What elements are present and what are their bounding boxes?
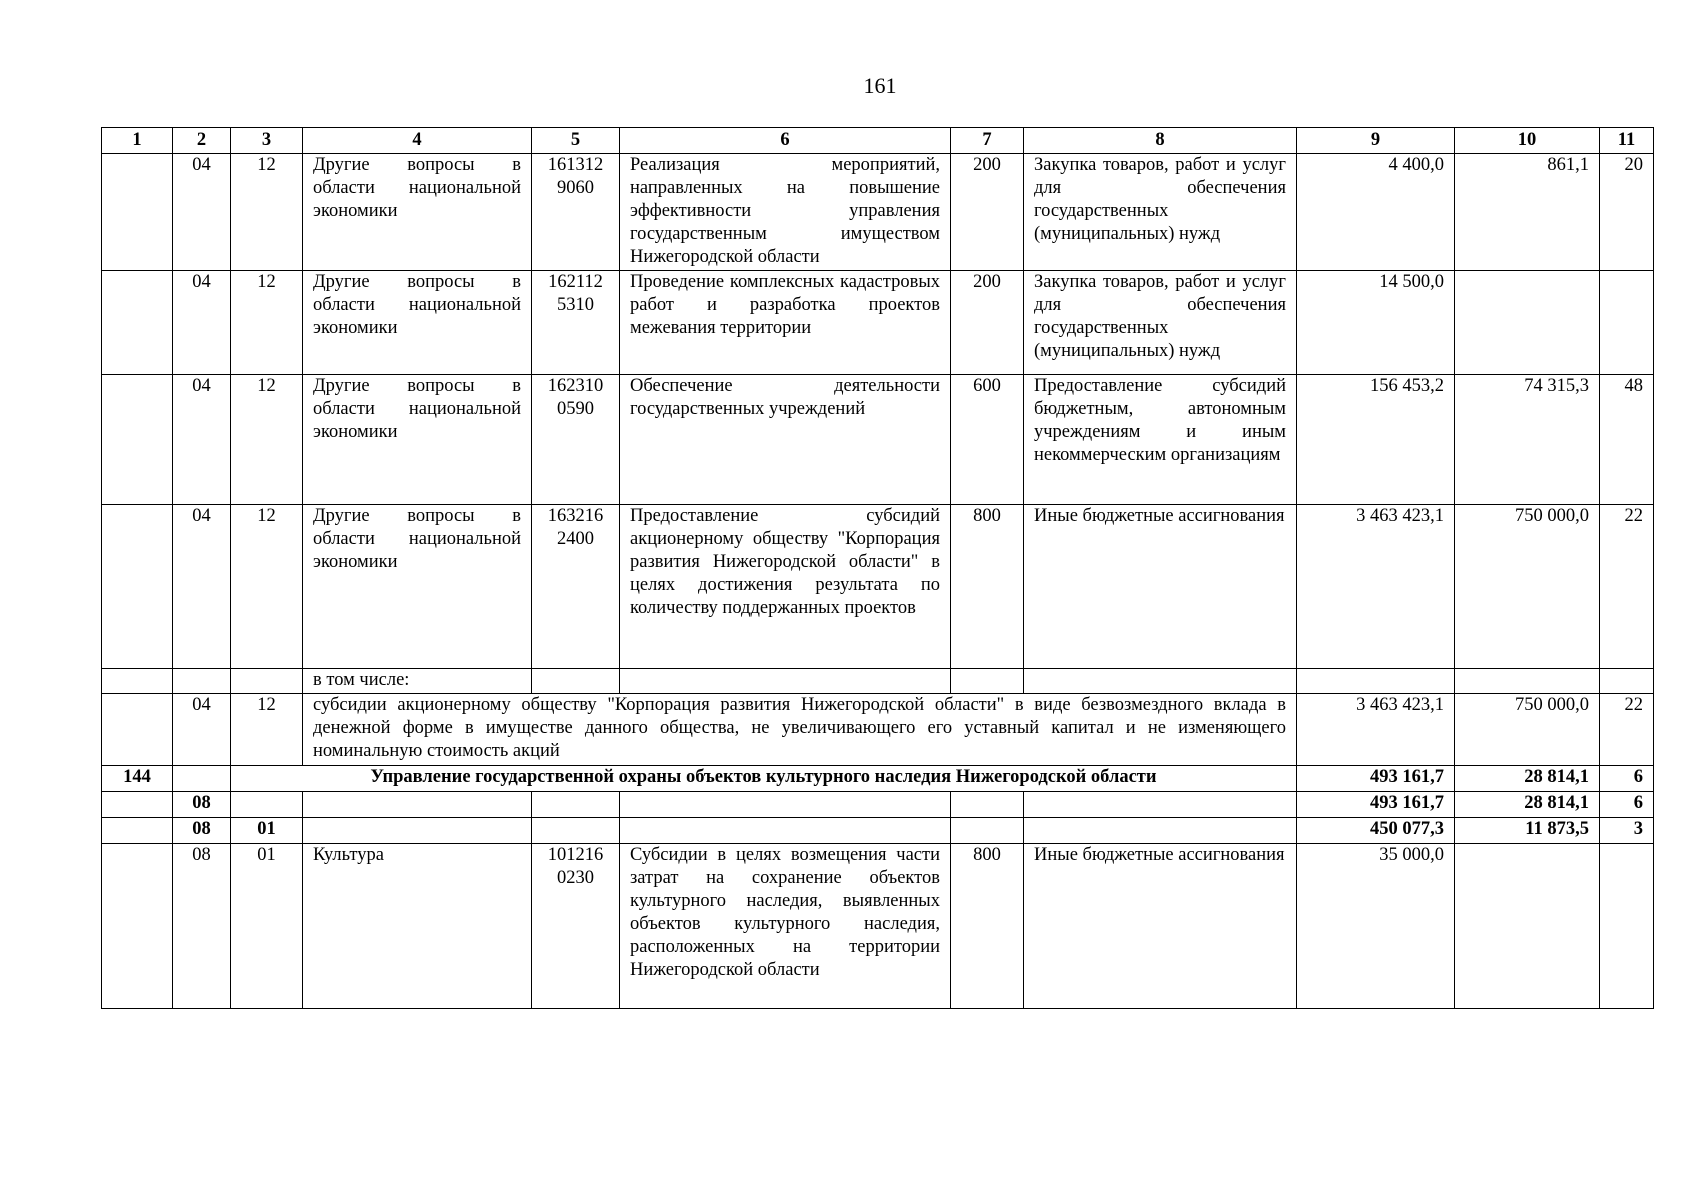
subsidy-row [102, 694, 1654, 766]
col-header-8: 8 [1024, 128, 1297, 154]
target-code-part2: 5310 [557, 295, 594, 315]
cell-expense-type: 800 [951, 844, 1024, 1009]
cell-actual: 861,1 [1455, 154, 1600, 271]
cell-section: 08 [173, 792, 231, 818]
department-row [102, 766, 1654, 792]
cell-target-name: Проведение комплексных кадастровых работ и разработка проектов межевания территории [620, 271, 951, 375]
cell-percent: 6 [1600, 766, 1654, 792]
cell-expense-name: Предоставление субсидий бюджетным, автономным учреждениям и иным некоммерческим организациям [1024, 375, 1297, 505]
cell-subsection: 12 [231, 505, 303, 669]
including-label: в том числе: [303, 669, 532, 694]
cell-actual: 28 814,1 [1455, 792, 1600, 818]
cell-plan: 14 500,0 [1297, 271, 1455, 375]
cell-plan: 493 161,7 [1297, 792, 1455, 818]
cell-section: 04 [173, 154, 231, 271]
cell-c1 [102, 505, 173, 669]
cell-expense-type: 200 [951, 271, 1024, 375]
cell-section-name: Другие вопросы в области национальной экономики [303, 271, 532, 375]
cell-expense-type: 600 [951, 375, 1024, 505]
cell-percent [1600, 844, 1654, 1009]
target-code-part1: 101216 [547, 845, 604, 865]
cell-target-code [532, 375, 620, 505]
col-header-3: 3 [231, 128, 303, 154]
cell-c1 [102, 271, 173, 375]
cell-plan: 493 161,7 [1297, 766, 1455, 792]
cell-actual: 74 315,3 [1455, 375, 1600, 505]
cell-target-code [532, 844, 620, 1009]
cell-actual: 28 814,1 [1455, 766, 1600, 792]
cell-target-name: Обеспечение деятельности государственных учреждений [620, 375, 951, 505]
target-code-part2: 2400 [557, 529, 594, 549]
cell-plan: 3 463 423,1 [1297, 694, 1455, 766]
cell-subsection: 12 [231, 154, 303, 271]
section-total-row [102, 792, 1654, 818]
cell-expense-type: 200 [951, 154, 1024, 271]
cell-subsection: 01 [231, 844, 303, 1009]
cell-actual [1455, 271, 1600, 375]
cell-target-code [532, 154, 620, 271]
cell-section: 04 [173, 694, 231, 766]
cell-subsection: 12 [231, 375, 303, 505]
cell-subsection: 01 [231, 818, 303, 844]
target-code-part1: 161312 [547, 155, 604, 175]
table-row [102, 505, 1654, 669]
col-header-11: 11 [1600, 128, 1654, 154]
cell-target-code [532, 505, 620, 669]
col-header-2: 2 [173, 128, 231, 154]
col-header-10: 10 [1455, 128, 1600, 154]
target-code-part1: 162310 [547, 376, 604, 396]
cell-target-code [532, 271, 620, 375]
cell-subsection: 12 [231, 271, 303, 375]
cell-section-name: Другие вопросы в области национальной экономики [303, 154, 532, 271]
cell-plan: 35 000,0 [1297, 844, 1455, 1009]
cell-section-name: Другие вопросы в области национальной экономики [303, 505, 532, 669]
col-header-7: 7 [951, 128, 1024, 154]
target-code-part2: 0590 [557, 399, 594, 419]
table-row [102, 271, 1654, 375]
cell-section-name: Культура [303, 844, 532, 1009]
cell-target-name: Предоставление субсидий акционерному обществу "Корпорация развития Нижегородской области" в целях достижения результата по количеству поддержанных проектов [620, 505, 951, 669]
cell-section-name: Другие вопросы в области национальной экономики [303, 375, 532, 505]
target-code-part2: 9060 [557, 178, 594, 198]
cell-percent: 48 [1600, 375, 1654, 505]
budget-table [101, 127, 1654, 1009]
cell-section: 08 [173, 818, 231, 844]
cell-percent: 3 [1600, 818, 1654, 844]
subsection-total-row [102, 818, 1654, 844]
col-header-5: 5 [532, 128, 620, 154]
cell-percent: 22 [1600, 505, 1654, 669]
table-row [102, 844, 1654, 1009]
cell-plan: 450 077,3 [1297, 818, 1455, 844]
target-code-part2: 0230 [557, 868, 594, 888]
cell-expense-type: 800 [951, 505, 1024, 669]
col-header-9: 9 [1297, 128, 1455, 154]
department-code: 144 [102, 766, 173, 792]
cell-expense-name: Иные бюджетные ассигнования [1024, 505, 1297, 669]
col-header-6: 6 [620, 128, 951, 154]
target-code-part1: 162112 [548, 272, 603, 292]
cell-actual: 750 000,0 [1455, 694, 1600, 766]
department-title: Управление государственной охраны объектов культурного наследия Нижегородской области [231, 766, 1297, 792]
table-row [102, 375, 1654, 505]
cell-section: 08 [173, 844, 231, 1009]
cell-actual [1455, 844, 1600, 1009]
cell-expense-name: Закупка товаров, работ и услуг для обеспечения государственных (муниципальных) нужд [1024, 271, 1297, 375]
cell-plan: 156 453,2 [1297, 375, 1455, 505]
col-header-4: 4 [303, 128, 532, 154]
including-row [102, 669, 1654, 694]
target-code-part1: 163216 [547, 506, 604, 526]
cell-percent: 22 [1600, 694, 1654, 766]
cell-expense-name: Закупка товаров, работ и услуг для обеспечения государственных (муниципальных) нужд [1024, 154, 1297, 271]
cell-target-name: Реализация мероприятий, направленных на повышение эффективности управления государственным имуществом Нижегородской области [620, 154, 951, 271]
header-row [102, 128, 1654, 154]
cell-actual: 11 873,5 [1455, 818, 1600, 844]
cell-percent: 20 [1600, 154, 1654, 271]
cell-subsection: 12 [231, 694, 303, 766]
page-number: 161 [863, 73, 897, 98]
cell-actual: 750 000,0 [1455, 505, 1600, 669]
cell-plan: 4 400,0 [1297, 154, 1455, 271]
cell-plan: 3 463 423,1 [1297, 505, 1455, 669]
cell-expense-name: Иные бюджетные ассигнования [1024, 844, 1297, 1009]
subsidy-description: субсидии акционерному обществу "Корпорация развития Нижегородской области" в виде безвозмездного вклада в денежной форме в имуществе данного общества, не увеличивающего его уставный капитал и не изменяющего номинальную стоимость акций [303, 694, 1297, 766]
cell-section: 04 [173, 271, 231, 375]
table-row [102, 154, 1654, 271]
cell-c1 [102, 375, 173, 505]
cell-c1 [102, 154, 173, 271]
col-header-1: 1 [102, 128, 173, 154]
cell-percent [1600, 271, 1654, 375]
cell-section: 04 [173, 375, 231, 505]
cell-section: 04 [173, 505, 231, 669]
cell-target-name: Субсидии в целях возмещения части затрат на сохранение объектов культурного наследия, выявленных объектов культурного наследия, расположенных на территории Нижегородской области [620, 844, 951, 1009]
cell-percent: 6 [1600, 792, 1654, 818]
